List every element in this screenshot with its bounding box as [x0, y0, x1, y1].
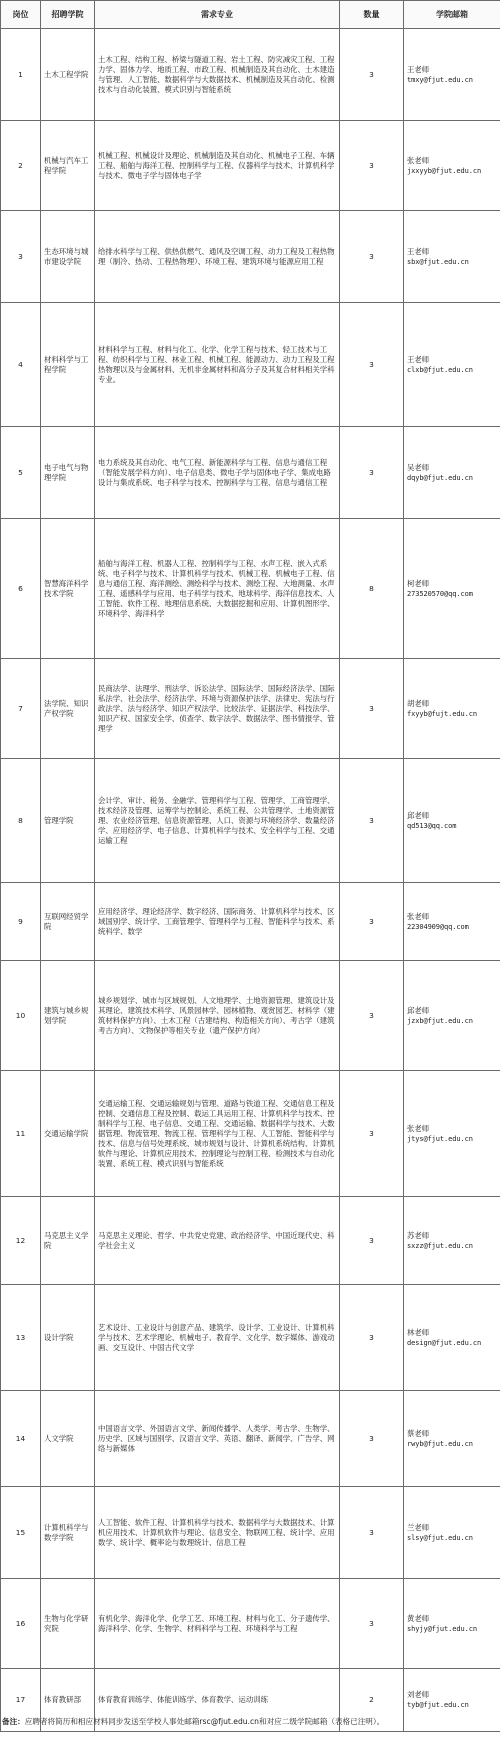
position-number: 8	[1, 759, 41, 883]
position-number: 9	[1, 883, 41, 961]
college-email[interactable]: rwyb@fjut.edu.cn	[407, 1439, 473, 1448]
table-row	[1, 519, 500, 659]
hiring-count: 3	[340, 1285, 404, 1391]
contact-cell	[404, 29, 500, 121]
college-email[interactable]: slsy@fjut.edu.cn	[407, 1533, 473, 1542]
position-number: 4	[1, 303, 41, 427]
hiring-count: 3	[340, 211, 404, 303]
required-majors: 会计学、审计、税务、金融学、管理科学与工程、管理学、工商管理学、技术经济及管理、运筹学与控制论、系统工程、公共管理学、土地资源管理、农业经济管理、信息资源管理、人口、资源与环境经济学、数量经济学、应用经济学、电子信息、计算机科学与技术、安全科学与工程、交通运输工程	[95, 759, 340, 883]
college-email[interactable]: design@fjut.edu.cn	[407, 1338, 482, 1347]
table-header-row	[1, 1, 500, 29]
hiring-count: 3	[340, 1579, 404, 1669]
table-row	[1, 1197, 500, 1285]
required-majors: 电力系统及其自动化、电气工程、新能源科学与工程、信息与通信工程（智能发展学科方向）、电子信息类、微电子学与固体电子学、集成电路设计与集成系统、电子科学与技术、控制科学与工程、信息与通信工程	[95, 427, 340, 519]
position-number: 14	[1, 1391, 41, 1487]
contact-cell	[404, 519, 500, 659]
contact-name: 张老师	[407, 155, 430, 165]
college-name: 互联网经贸学院	[41, 883, 95, 961]
college-name: 人文学院	[41, 1391, 95, 1487]
table-row	[1, 1285, 500, 1391]
header-college: 招聘学院	[41, 1, 95, 29]
table-row	[1, 1487, 500, 1579]
college-email[interactable]: dqyb@fjut.edu.cn	[407, 473, 473, 482]
required-majors: 船舶与海洋工程、机器人工程、控制科学与工程、水声工程、嵌入式系统、电子科学与技术、计算机科学与技术、机械工程、机械电子工程、信息与通信工程、海洋测绘、测绘科学与技术、测绘工程、大地测量、水声工程、遥感科学与应用、电子科学与技术、地球科学、海洋信息技术、人工智能、软件工程、地理信息系统、大数据挖掘和应用、计算机图形学、环境科学、海洋科学	[95, 519, 340, 659]
college-email[interactable]: clxb@fjut.edu.cn	[407, 365, 473, 374]
contact-name: 王老师	[407, 64, 430, 74]
college-email[interactable]: tyb@fjut.edu.cn	[407, 1701, 469, 1709]
hiring-count: 3	[340, 1197, 404, 1285]
contact-name: 刘老师	[407, 1690, 430, 1699]
contact-cell	[404, 759, 500, 883]
table-row	[1, 883, 500, 961]
table-row	[1, 1579, 500, 1669]
required-majors: 人工智能、软件工程、计算机科学与技术、数据科学与大数据技术、计算机应用技术、计算机软件与理论、信息安全、物联网工程、统计学、应用数学、统计学、概率论与数理统计、信息工程	[95, 1487, 340, 1579]
college-name: 材料科学与工程学院	[41, 303, 95, 427]
college-email[interactable]: shyjy@fjut.edu.cn	[407, 1624, 477, 1633]
header-count: 数量	[340, 1, 404, 29]
contact-name: 柯老师	[407, 578, 430, 588]
college-name: 交通运输学院	[41, 1071, 95, 1197]
contact-cell	[404, 883, 500, 961]
hiring-count: 3	[340, 883, 404, 961]
college-email[interactable]: sbx@fjut.edu.cn	[407, 257, 469, 266]
position-number: 17	[1, 1669, 41, 1732]
hiring-count: 3	[340, 659, 404, 759]
required-majors: 中国语言文学、外国语言文学、新闻传播学、人类学、考古学、生物学、历史学、区域与国别学、汉语言文学、英语、翻译、新闻学、广告学、网络与新媒体	[95, 1391, 340, 1487]
contact-name: 兰老师	[407, 1522, 430, 1532]
college-name: 智慧海洋科学技术学院	[41, 519, 95, 659]
required-majors: 机械工程、机械设计及理论、机械制造及其自动化、机械电子工程、车辆工程、船舶与海洋工程、控制科学与工程、仪器科学与技术、计算机科学与技术、微电子学与固体电子学	[95, 121, 340, 211]
contact-name: 王老师	[407, 354, 430, 364]
contact-name: 邱老师	[407, 1005, 430, 1015]
college-email[interactable]: jzxb@fjut.edu.cn	[407, 1016, 473, 1025]
required-majors: 马克思主义理论、哲学、中共党史党建、政治经济学、中国近现代史、科学社会主义	[95, 1197, 340, 1285]
college-email[interactable]: tmxy@fjut.edu.cn	[407, 75, 473, 84]
contact-name: 林老师	[407, 1327, 430, 1337]
header-position: 岗位	[1, 1, 41, 29]
table-row	[1, 961, 500, 1071]
contact-cell	[404, 961, 500, 1071]
header-majors: 需求专业	[95, 1, 340, 29]
required-majors: 体育教育训练学、体能训练学、体育教学、运动训练	[95, 1669, 340, 1732]
contact-cell	[404, 659, 500, 759]
college-name: 设计学院	[41, 1285, 95, 1391]
college-name: 土木工程学院	[41, 29, 95, 121]
college-email[interactable]: qd513@qq.com	[407, 821, 457, 830]
required-majors: 土木工程、结构工程、桥梁与隧道工程、岩土工程、防灾减灾工程、工程力学、固体力学、地质工程、市政工程、机械制造及其自动化、土木建造与管理、人工智能、数据科学与大数据技术、机械制造及其自动化、检测技术与自动化装置、模式识别与智能系统	[95, 29, 340, 121]
required-majors: 交通运输工程、交通运输规划与管理、道路与铁道工程、交通信息工程及控制、交通信息工程及控制、载运工具运用工程、计算机科学与技术、控制科学与工程、电子信息、交通工程、交通运输、数据科学与技术、大数据管理、物流管理、物流工程、管理科学与工程、人工智能、智能科学与技术、信息与信号处理系统、城市规划与设计、计算机系统结构、计算机软件与理论、计算机应用技术、控制理论与控制工程、检测技术与自动化装置、系统工程、模式识别与智能系统	[95, 1071, 340, 1197]
table-row	[1, 121, 500, 211]
table-row	[1, 303, 500, 427]
college-email[interactable]: fxyyb@fujt.edu.cn	[407, 709, 477, 718]
college-email[interactable]: jtys@fjut.edu.cn	[407, 1134, 473, 1143]
contact-name: 蔡老师	[407, 1428, 430, 1438]
required-majors: 有机化学、海洋化学、化学工艺、环境工程、材料与化工、分子遗传学、海洋科学、化学、生物学、材料科学与工程、环境科学与工程	[95, 1579, 340, 1669]
college-name: 建筑与城乡规划学院	[41, 961, 95, 1071]
contact-cell	[404, 1487, 500, 1579]
contact-name: 张老师	[407, 911, 430, 921]
hiring-count: 3	[340, 961, 404, 1071]
contact-cell	[404, 1285, 500, 1391]
contact-cell	[404, 1071, 500, 1197]
header-email: 学院邮箱	[404, 1, 500, 29]
college-email[interactable]: 273520570@qq.com	[407, 589, 473, 598]
position-number: 13	[1, 1285, 41, 1391]
college-email[interactable]: sxzz@fjut.edu.cn	[407, 1241, 473, 1250]
hiring-count: 8	[340, 519, 404, 659]
contact-cell	[404, 427, 500, 519]
table-row	[1, 759, 500, 883]
position-number: 11	[1, 1071, 41, 1197]
college-email[interactable]: 22304909@qq.com	[407, 922, 469, 931]
table-row	[1, 427, 500, 519]
hiring-count: 3	[340, 29, 404, 121]
contact-name: 吴老师	[407, 462, 430, 472]
college-name: 体育教研部	[41, 1669, 95, 1732]
required-majors: 艺术设计、工业设计与创意产品、建筑学、设计学、工业设计、计算机科学与技术、艺术学理论、机械电子、教育学、文化学、数字媒体、游戏动画、交互设计、中国古代文学	[95, 1285, 340, 1391]
college-name: 机械与汽车工程学院	[41, 121, 95, 211]
contact-name: 张老师	[407, 1123, 430, 1133]
college-email[interactable]: jxxyyb@fjut.edu.cn	[407, 166, 482, 175]
position-number: 1	[1, 29, 41, 121]
required-majors: 给排水科学与工程、供热供燃气、通风及空调工程、动力工程及工程热物理（制冷、热动、工程热物理）、环境工程、建筑环境与能源应用工程	[95, 211, 340, 303]
contact-cell	[404, 121, 500, 211]
contact-name: 胡老师	[407, 698, 430, 708]
footnote	[2, 1717, 498, 1727]
contact-cell	[404, 303, 500, 427]
hiring-count: 2	[340, 1669, 404, 1732]
college-name: 电子电气与物理学院	[41, 427, 95, 519]
contact-name: 黄老师	[407, 1613, 430, 1623]
contact-name: 邱老师	[407, 810, 430, 820]
position-number: 16	[1, 1579, 41, 1669]
college-name: 计算机科学与数学学院	[41, 1487, 95, 1579]
position-number: 6	[1, 519, 41, 659]
college-name: 生态环境与城市建设学院	[41, 211, 95, 303]
contact-name: 王老师	[407, 246, 430, 256]
required-majors: 材料科学与工程、材料与化工、化学、化学工程与技术、轻工技术与工程、纺织科学与工程、林业工程、机械工程、能源动力、动力工程及工程热物理以及与金属材料、无机非金属材料和高分子及其复合材料相关学科专业。	[95, 303, 340, 427]
hiring-count: 3	[340, 1071, 404, 1197]
contact-cell	[404, 1391, 500, 1487]
contact-cell	[404, 1197, 500, 1285]
college-name: 马克思主义学院	[41, 1197, 95, 1285]
hiring-count: 3	[340, 427, 404, 519]
footnote-label: 备注：	[2, 1717, 25, 1726]
position-number: 7	[1, 659, 41, 759]
required-majors: 应用经济学、理论经济学、数字经济、国际商务、计算机科学与技术、区域国别学、统计学、工商管理学、管理科学与工程、智能科学与技术、系统科学、数学	[95, 883, 340, 961]
hiring-count: 3	[340, 759, 404, 883]
college-name: 法学院、知识产权学院	[41, 659, 95, 759]
contact-cell	[404, 211, 500, 303]
contact-cell	[404, 1579, 500, 1669]
position-number: 12	[1, 1197, 41, 1285]
position-number: 15	[1, 1487, 41, 1579]
position-number: 2	[1, 121, 41, 211]
hiring-count: 3	[340, 303, 404, 427]
table-row	[1, 29, 500, 121]
hiring-count: 3	[340, 1391, 404, 1487]
table-row	[1, 211, 500, 303]
required-majors: 民商法学、法理学、刑法学、诉讼法学、国际法学、国际经济法学、国际私法学、社会法学、经济法学、环境与资源保护法学、法律史、宪法与行政法学、法与经济学、知识产权法学、比较法学、证据法学、科技法学、知识产权、国家安全学、侦查学、数字法学、数据法学、图书情报学、管理学	[95, 659, 340, 759]
table-row	[1, 1391, 500, 1487]
required-majors: 城乡规划学、城市与区域规划、人文地理学、土地资源管理、建筑设计及其理论、建筑技术科学、风景园林学、园林植物、观赏园艺、材料学（建筑材料保护方向）、土木工程（古建结构、构造相关方向）、考古学（建筑考古方向）、文物保护等相关专业（遗产保护方向）	[95, 961, 340, 1071]
table-row	[1, 1071, 500, 1197]
footnote-text: 应聘者将简历和相应材料同步发送至学校人事处邮箱rsc@fjut.edu.cn和对应二级学院邮箱（表格已注明）。	[24, 1717, 385, 1726]
college-name: 生物与化学研究院	[41, 1579, 95, 1669]
table-row	[1, 659, 500, 759]
position-number: 3	[1, 211, 41, 303]
college-name: 管理学院	[41, 759, 95, 883]
position-number: 10	[1, 961, 41, 1071]
hiring-count: 3	[340, 1487, 404, 1579]
contact-name: 苏老师	[407, 1230, 430, 1240]
position-number: 5	[1, 427, 41, 519]
hiring-count: 3	[340, 121, 404, 211]
